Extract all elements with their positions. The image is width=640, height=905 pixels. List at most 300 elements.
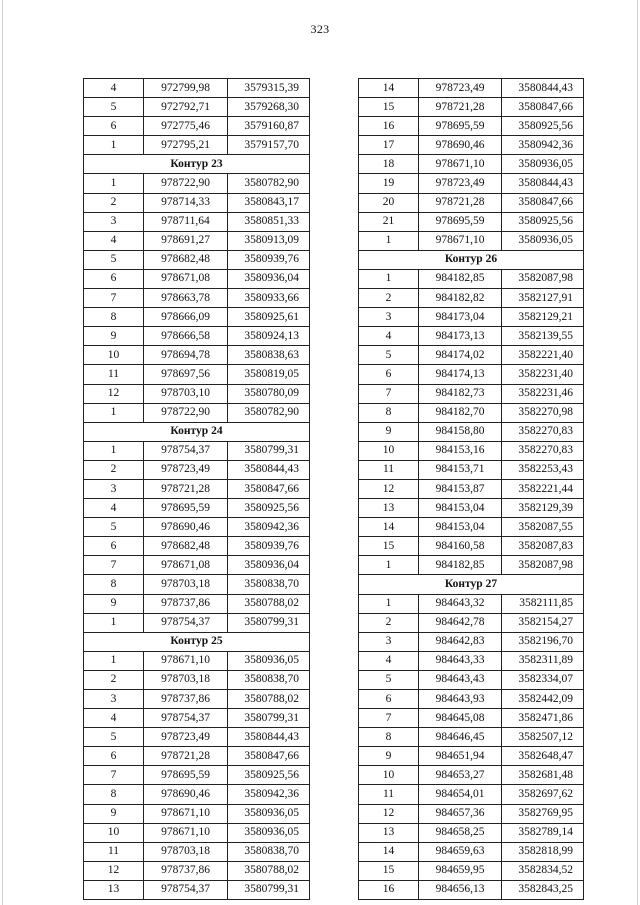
x-coordinate-cell: 984659,95 <box>419 861 502 880</box>
x-coordinate-cell: 978694,78 <box>144 346 228 365</box>
coordinates-table-left <box>83 78 310 900</box>
table-row <box>84 365 310 384</box>
x-coordinate-cell: 978671,10 <box>144 823 228 842</box>
x-coordinate-cell: 978703,18 <box>144 670 228 689</box>
x-coordinate-cell: 984642,83 <box>419 632 502 651</box>
x-coordinate-cell: 978703,18 <box>144 842 228 861</box>
y-coordinate-cell: 3582697,62 <box>502 785 584 804</box>
y-coordinate-cell: 3580847,66 <box>228 479 310 498</box>
point-number-cell: 6 <box>84 537 144 556</box>
table-row <box>359 403 584 422</box>
table-row <box>359 479 584 498</box>
point-number-cell: 20 <box>359 193 419 212</box>
table-row <box>359 384 584 403</box>
y-coordinate-cell: 3582507,12 <box>502 728 584 747</box>
table-row <box>359 155 584 174</box>
y-coordinate-cell: 3580780,09 <box>228 384 310 403</box>
x-coordinate-cell: 978671,10 <box>419 155 502 174</box>
x-coordinate-cell: 978703,18 <box>144 575 228 594</box>
table-row <box>84 728 310 747</box>
x-coordinate-cell: 978723,49 <box>419 79 502 98</box>
contour-header-row <box>359 575 584 594</box>
x-coordinate-cell: 978754,37 <box>144 613 228 632</box>
point-number-cell: 4 <box>359 651 419 670</box>
table-row <box>359 747 584 766</box>
y-coordinate-cell: 3580936,04 <box>228 556 310 575</box>
point-number-cell: 9 <box>84 804 144 823</box>
x-coordinate-cell: 984643,43 <box>419 670 502 689</box>
point-number-cell: 3 <box>359 632 419 651</box>
point-number-cell: 13 <box>359 499 419 518</box>
point-number-cell: 14 <box>359 842 419 861</box>
y-coordinate-cell: 3579268,30 <box>228 98 310 117</box>
point-number-cell: 1 <box>84 136 144 155</box>
table-row <box>84 346 310 365</box>
x-coordinate-cell: 978695,59 <box>144 766 228 785</box>
point-number-cell: 4 <box>84 709 144 728</box>
point-number-cell: 14 <box>359 518 419 537</box>
x-coordinate-cell: 972775,46 <box>144 117 228 136</box>
table-row <box>84 804 310 823</box>
table-row <box>359 690 584 709</box>
table-row <box>84 289 310 308</box>
table-row <box>359 327 584 346</box>
x-coordinate-cell: 984656,13 <box>419 880 502 899</box>
point-number-cell: 3 <box>84 479 144 498</box>
x-coordinate-cell: 978714,33 <box>144 193 228 212</box>
point-number-cell: 1 <box>84 651 144 670</box>
x-coordinate-cell: 978754,37 <box>144 880 228 899</box>
point-number-cell: 1 <box>84 403 144 422</box>
point-number-cell: 13 <box>359 823 419 842</box>
x-coordinate-cell: 984153,71 <box>419 460 502 479</box>
point-number-cell: 7 <box>84 766 144 785</box>
table-row <box>359 460 584 479</box>
x-coordinate-cell: 978682,48 <box>144 250 228 269</box>
point-number-cell: 5 <box>84 518 144 537</box>
table-row <box>359 728 584 747</box>
point-number-cell: 12 <box>359 804 419 823</box>
table-row <box>84 384 310 403</box>
y-coordinate-cell: 3580939,76 <box>228 250 310 269</box>
y-coordinate-cell: 3580913,09 <box>228 231 310 250</box>
y-coordinate-cell: 3580799,31 <box>228 441 310 460</box>
x-coordinate-cell: 984153,04 <box>419 499 502 518</box>
y-coordinate-cell: 3580819,05 <box>228 365 310 384</box>
x-coordinate-cell: 984158,80 <box>419 422 502 441</box>
x-coordinate-cell: 978663,78 <box>144 289 228 308</box>
point-number-cell: 10 <box>84 823 144 842</box>
table-row <box>359 670 584 689</box>
point-number-cell: 15 <box>359 98 419 117</box>
x-coordinate-cell: 978723,49 <box>419 174 502 193</box>
x-coordinate-cell: 984182,85 <box>419 269 502 288</box>
point-number-cell: 6 <box>84 747 144 766</box>
table-row <box>84 690 310 709</box>
y-coordinate-cell: 3580942,36 <box>228 518 310 537</box>
x-coordinate-cell: 978682,48 <box>144 537 228 556</box>
y-coordinate-cell: 3580844,43 <box>228 728 310 747</box>
x-coordinate-cell: 972799,98 <box>144 79 228 98</box>
y-coordinate-cell: 3580924,13 <box>228 327 310 346</box>
table-row <box>84 766 310 785</box>
y-coordinate-cell: 3580925,61 <box>228 308 310 327</box>
x-coordinate-cell: 978721,28 <box>419 193 502 212</box>
point-number-cell: 2 <box>84 670 144 689</box>
point-number-cell: 14 <box>359 79 419 98</box>
table-row <box>359 79 584 98</box>
table-row <box>359 785 584 804</box>
x-coordinate-cell: 984658,25 <box>419 823 502 842</box>
y-coordinate-cell: 3582253,43 <box>502 460 584 479</box>
point-number-cell: 12 <box>84 861 144 880</box>
y-coordinate-cell: 3580936,05 <box>228 651 310 670</box>
point-number-cell: 5 <box>84 728 144 747</box>
point-number-cell: 2 <box>84 460 144 479</box>
x-coordinate-cell: 984174,13 <box>419 365 502 384</box>
table-row <box>359 766 584 785</box>
x-coordinate-cell: 978690,46 <box>419 136 502 155</box>
table-row <box>84 594 310 613</box>
point-number-cell: 2 <box>359 289 419 308</box>
table-row <box>359 289 584 308</box>
y-coordinate-cell: 3580838,70 <box>228 670 310 689</box>
y-coordinate-cell: 3582221,44 <box>502 479 584 498</box>
point-number-cell: 1 <box>84 613 144 632</box>
y-coordinate-cell: 3582834,52 <box>502 861 584 880</box>
point-number-cell: 6 <box>84 117 144 136</box>
y-coordinate-cell: 3582231,46 <box>502 384 584 403</box>
x-coordinate-cell: 978695,59 <box>419 117 502 136</box>
point-number-cell: 11 <box>84 842 144 861</box>
x-coordinate-cell: 978721,28 <box>419 98 502 117</box>
point-number-cell: 8 <box>359 403 419 422</box>
x-coordinate-cell: 984653,27 <box>419 766 502 785</box>
table-row <box>84 441 310 460</box>
table-row <box>359 823 584 842</box>
y-coordinate-cell: 3580939,76 <box>228 537 310 556</box>
x-coordinate-cell: 978671,10 <box>144 804 228 823</box>
table-row <box>359 193 584 212</box>
x-coordinate-cell: 972792,71 <box>144 98 228 117</box>
y-coordinate-cell: 3580782,90 <box>228 174 310 193</box>
table-row <box>84 98 310 117</box>
table-row <box>359 365 584 384</box>
y-coordinate-cell: 3580847,66 <box>228 747 310 766</box>
y-coordinate-cell: 3582231,40 <box>502 365 584 384</box>
x-coordinate-cell: 984643,33 <box>419 651 502 670</box>
point-number-cell: 10 <box>359 766 419 785</box>
table-row <box>359 174 584 193</box>
point-number-cell: 9 <box>84 594 144 613</box>
contour-title: Контур 27 <box>359 575 584 594</box>
y-coordinate-cell: 3582087,55 <box>502 518 584 537</box>
x-coordinate-cell: 978697,56 <box>144 365 228 384</box>
x-coordinate-cell: 978671,10 <box>144 651 228 670</box>
x-coordinate-cell: 978691,27 <box>144 231 228 250</box>
y-coordinate-cell: 3582139,55 <box>502 327 584 346</box>
y-coordinate-cell: 3582471,86 <box>502 709 584 728</box>
y-coordinate-cell: 3580844,43 <box>502 79 584 98</box>
coordinates-table-left-body <box>84 79 310 900</box>
x-coordinate-cell: 984182,85 <box>419 556 502 575</box>
x-coordinate-cell: 978754,37 <box>144 441 228 460</box>
y-coordinate-cell: 3582154,27 <box>502 613 584 632</box>
y-coordinate-cell: 3580925,56 <box>228 499 310 518</box>
point-number-cell: 1 <box>359 556 419 575</box>
point-number-cell: 13 <box>84 880 144 899</box>
y-coordinate-cell: 3580847,66 <box>502 98 584 117</box>
point-number-cell: 10 <box>84 346 144 365</box>
y-coordinate-cell: 3579160,87 <box>228 117 310 136</box>
table-row <box>84 842 310 861</box>
point-number-cell: 3 <box>84 690 144 709</box>
point-number-cell: 11 <box>359 460 419 479</box>
x-coordinate-cell: 984153,87 <box>419 479 502 498</box>
y-coordinate-cell: 3580942,36 <box>502 136 584 155</box>
y-coordinate-cell: 3582270,83 <box>502 441 584 460</box>
y-coordinate-cell: 3582843,25 <box>502 880 584 899</box>
y-coordinate-cell: 3582087,83 <box>502 537 584 556</box>
point-number-cell: 12 <box>359 479 419 498</box>
table-row <box>84 861 310 880</box>
point-number-cell: 5 <box>84 98 144 117</box>
left-scan-edge <box>2 0 3 905</box>
x-coordinate-cell: 978703,10 <box>144 384 228 403</box>
point-number-cell: 9 <box>359 747 419 766</box>
y-coordinate-cell: 3582129,21 <box>502 308 584 327</box>
table-row <box>84 460 310 479</box>
x-coordinate-cell: 978690,46 <box>144 785 228 804</box>
table-row <box>84 709 310 728</box>
x-coordinate-cell: 978695,59 <box>419 212 502 231</box>
table-row <box>359 269 584 288</box>
y-coordinate-cell: 3580788,02 <box>228 690 310 709</box>
point-number-cell: 4 <box>84 231 144 250</box>
table-row <box>359 804 584 823</box>
y-coordinate-cell: 3580838,70 <box>228 842 310 861</box>
table-row <box>359 594 584 613</box>
x-coordinate-cell: 978671,10 <box>419 231 502 250</box>
table-row <box>84 174 310 193</box>
coordinates-table-right <box>358 78 584 900</box>
point-number-cell: 1 <box>84 174 144 193</box>
y-coordinate-cell: 3582442,09 <box>502 690 584 709</box>
x-coordinate-cell: 978723,49 <box>144 460 228 479</box>
point-number-cell: 9 <box>359 422 419 441</box>
x-coordinate-cell: 978711,64 <box>144 212 228 231</box>
table-row <box>84 613 310 632</box>
x-coordinate-cell: 972795,21 <box>144 136 228 155</box>
point-number-cell: 6 <box>359 365 419 384</box>
y-coordinate-cell: 3580844,43 <box>228 460 310 479</box>
table-row <box>84 518 310 537</box>
table-row <box>359 861 584 880</box>
point-number-cell: 21 <box>359 212 419 231</box>
y-coordinate-cell: 3580782,90 <box>228 403 310 422</box>
table-row <box>84 269 310 288</box>
x-coordinate-cell: 984182,82 <box>419 289 502 308</box>
point-number-cell: 19 <box>359 174 419 193</box>
x-coordinate-cell: 978737,86 <box>144 690 228 709</box>
contour-header-row <box>84 155 310 174</box>
y-coordinate-cell: 3582334,07 <box>502 670 584 689</box>
point-number-cell: 6 <box>359 690 419 709</box>
y-coordinate-cell: 3582789,14 <box>502 823 584 842</box>
point-number-cell: 11 <box>359 785 419 804</box>
contour-header-row <box>359 250 584 269</box>
table-row <box>84 79 310 98</box>
table-row <box>84 747 310 766</box>
table-row <box>359 422 584 441</box>
y-coordinate-cell: 3580851,33 <box>228 212 310 231</box>
table-row <box>84 327 310 346</box>
x-coordinate-cell: 984174,02 <box>419 346 502 365</box>
x-coordinate-cell: 978754,37 <box>144 709 228 728</box>
contour-title: Контур 23 <box>84 155 310 174</box>
y-coordinate-cell: 3580936,05 <box>228 823 310 842</box>
y-coordinate-cell: 3582196,70 <box>502 632 584 651</box>
x-coordinate-cell: 978671,08 <box>144 556 228 575</box>
table-row <box>359 117 584 136</box>
x-coordinate-cell: 978671,08 <box>144 269 228 288</box>
point-number-cell: 1 <box>84 441 144 460</box>
point-number-cell: 10 <box>359 441 419 460</box>
y-coordinate-cell: 3580844,43 <box>502 174 584 193</box>
x-coordinate-cell: 984182,73 <box>419 384 502 403</box>
table-row <box>84 823 310 842</box>
x-coordinate-cell: 978666,09 <box>144 308 228 327</box>
table-row <box>84 670 310 689</box>
point-number-cell: 1 <box>359 594 419 613</box>
y-coordinate-cell: 3582111,85 <box>502 594 584 613</box>
table-row <box>84 537 310 556</box>
point-number-cell: 6 <box>84 269 144 288</box>
page-number: 323 <box>310 22 330 36</box>
y-coordinate-cell: 3582270,83 <box>502 422 584 441</box>
y-coordinate-cell: 3580799,31 <box>228 709 310 728</box>
x-coordinate-cell: 984173,04 <box>419 308 502 327</box>
x-coordinate-cell: 978737,86 <box>144 861 228 880</box>
table-row <box>84 403 310 422</box>
point-number-cell: 7 <box>359 384 419 403</box>
y-coordinate-cell: 3580925,56 <box>502 117 584 136</box>
point-number-cell: 16 <box>359 117 419 136</box>
y-coordinate-cell: 3582087,98 <box>502 556 584 575</box>
point-number-cell: 7 <box>84 289 144 308</box>
table-row <box>84 231 310 250</box>
point-number-cell: 8 <box>359 728 419 747</box>
contour-header-row <box>84 632 310 651</box>
y-coordinate-cell: 3580788,02 <box>228 594 310 613</box>
point-number-cell: 5 <box>359 346 419 365</box>
point-number-cell: 4 <box>84 79 144 98</box>
point-number-cell: 1 <box>359 231 419 250</box>
contour-header-row <box>84 422 310 441</box>
y-coordinate-cell: 3582818,99 <box>502 842 584 861</box>
y-coordinate-cell: 3582087,98 <box>502 269 584 288</box>
x-coordinate-cell: 984153,16 <box>419 441 502 460</box>
y-coordinate-cell: 3580933,66 <box>228 289 310 308</box>
y-coordinate-cell: 3580799,31 <box>228 880 310 899</box>
x-coordinate-cell: 984651,94 <box>419 747 502 766</box>
table-row <box>359 880 584 899</box>
y-coordinate-cell: 3580847,66 <box>502 193 584 212</box>
y-coordinate-cell: 3580925,56 <box>228 766 310 785</box>
table-row <box>84 250 310 269</box>
y-coordinate-cell: 3582769,95 <box>502 804 584 823</box>
table-row <box>359 842 584 861</box>
x-coordinate-cell: 978666,58 <box>144 327 228 346</box>
table-row <box>359 518 584 537</box>
y-coordinate-cell: 3580838,70 <box>228 575 310 594</box>
point-number-cell: 4 <box>359 327 419 346</box>
table-row <box>84 499 310 518</box>
point-number-cell: 17 <box>359 136 419 155</box>
table-row <box>359 556 584 575</box>
point-number-cell: 16 <box>359 880 419 899</box>
table-row <box>359 136 584 155</box>
x-coordinate-cell: 978690,46 <box>144 518 228 537</box>
y-coordinate-cell: 3580942,36 <box>228 785 310 804</box>
point-number-cell: 8 <box>84 308 144 327</box>
table-row <box>359 98 584 117</box>
point-number-cell: 2 <box>84 193 144 212</box>
x-coordinate-cell: 984173,13 <box>419 327 502 346</box>
point-number-cell: 3 <box>359 308 419 327</box>
point-number-cell: 4 <box>84 499 144 518</box>
x-coordinate-cell: 978721,28 <box>144 479 228 498</box>
table-row <box>84 193 310 212</box>
point-number-cell: 3 <box>84 212 144 231</box>
y-coordinate-cell: 3580936,05 <box>228 804 310 823</box>
table-row <box>359 231 584 250</box>
table-row <box>359 441 584 460</box>
point-number-cell: 8 <box>84 575 144 594</box>
table-row <box>84 117 310 136</box>
y-coordinate-cell: 3582127,91 <box>502 289 584 308</box>
point-number-cell: 7 <box>359 709 419 728</box>
y-coordinate-cell: 3580936,04 <box>228 269 310 288</box>
y-coordinate-cell: 3582129,39 <box>502 499 584 518</box>
y-coordinate-cell: 3580936,05 <box>502 231 584 250</box>
y-coordinate-cell: 3582221,40 <box>502 346 584 365</box>
table-row <box>359 346 584 365</box>
x-coordinate-cell: 984160,58 <box>419 537 502 556</box>
table-row <box>359 212 584 231</box>
table-row <box>84 479 310 498</box>
x-coordinate-cell: 978737,86 <box>144 594 228 613</box>
y-coordinate-cell: 3580788,02 <box>228 861 310 880</box>
point-number-cell: 1 <box>359 269 419 288</box>
coordinates-table-right-body <box>359 79 584 900</box>
table-row <box>359 499 584 518</box>
point-number-cell: 15 <box>359 861 419 880</box>
y-coordinate-cell: 3582311,89 <box>502 651 584 670</box>
x-coordinate-cell: 978722,90 <box>144 403 228 422</box>
x-coordinate-cell: 978722,90 <box>144 174 228 193</box>
x-coordinate-cell: 984654,01 <box>419 785 502 804</box>
table-row <box>359 632 584 651</box>
table-row <box>84 785 310 804</box>
contour-title: Контур 24 <box>84 422 310 441</box>
x-coordinate-cell: 984643,93 <box>419 690 502 709</box>
y-coordinate-cell: 3582681,48 <box>502 766 584 785</box>
x-coordinate-cell: 984645,08 <box>419 709 502 728</box>
table-row <box>359 613 584 632</box>
y-coordinate-cell: 3582270,98 <box>502 403 584 422</box>
table-row <box>359 308 584 327</box>
